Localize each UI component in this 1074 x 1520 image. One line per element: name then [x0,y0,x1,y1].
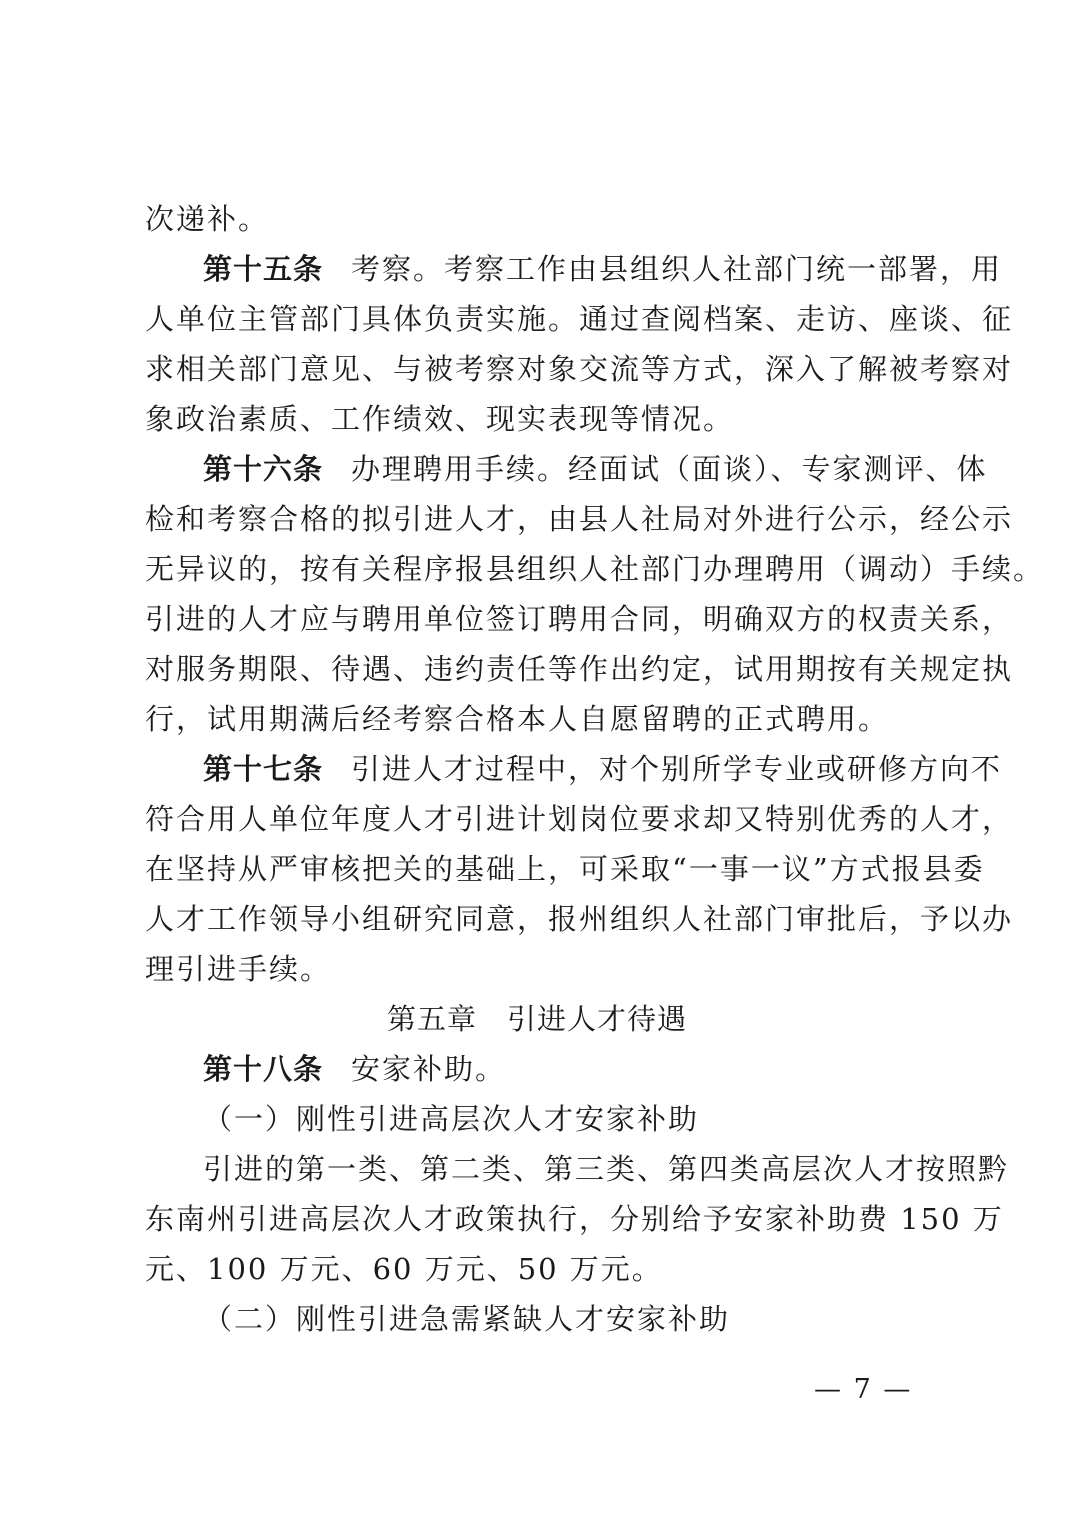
paragraph-line: 理引进手续。 [145,952,332,986]
article-16-label: 第十六条 [203,452,324,486]
article-15-line: 第十五条 考察。考察工作由县组织人社部门统一部署，用 [203,252,1003,286]
chapter-title: 引进人才待遇 [507,1002,688,1036]
article-18-line: 第十八条 安家补助。 [203,1052,507,1086]
article-17-label: 第十七条 [203,752,324,786]
paragraph-line: 符合用人单位年度人才引进计划岗位要求却又特别优秀的人才， [145,802,1014,836]
chapter-number: 第五章 [386,1002,477,1036]
subsection-heading: （一）刚性引进高层次人才安家补助 [203,1102,700,1136]
paragraph-line: 在坚持从严审核把关的基础上，可采取“一事一议”方式报县委 [145,852,985,886]
paragraph-line: 人才工作领导小组研究同意，报州组织人社部门审批后，予以办 [145,902,1014,936]
paragraph-line: 元、100 万元、60 万元、50 万元。 [145,1252,663,1286]
chapter-heading [0,999,1074,1039]
article-17-line: 第十七条 引进人才过程中，对个别所学专业或研修方向不 [203,752,1003,786]
article-15-label: 第十五条 [203,252,324,286]
subsection-heading: （二）刚性引进急需紧缺人才安家补助 [203,1302,731,1336]
paragraph-line: 引进的第一类、第二类、第三类、第四类高层次人才按照黔 [203,1152,1010,1186]
paragraph-line: 行，试用期满后经考察合格本人自愿留聘的正式聘用。 [145,702,890,736]
paragraph-line: 次递补。 [145,202,270,236]
paragraph-line: 无异议的，按有关程序报县组织人社部门办理聘用（调动）手续。 [145,552,1045,586]
paragraph-line: 东南州引进高层次人才政策执行，分别给予安家补助费 150 万 [145,1202,1004,1236]
paragraph-line: 人单位主管部门具体负责实施。通过查阅档案、走访、座谈、征 [145,302,1014,336]
paragraph-line: 象政治素质、工作绩效、现实表现等情况。 [145,402,735,436]
paragraph-line: 求相关部门意见、与被考察对象交流等方式，深入了解被考察对 [145,352,1014,386]
paragraph-line: 对服务期限、待遇、违约责任等作出约定，试用期按有关规定执 [145,652,1014,686]
article-16-line: 第十六条 办理聘用手续。经面试（面谈）、专家测评、体 [203,452,988,486]
paragraph-line: 引进的人才应与聘用单位签订聘用合同，明确双方的权责关系， [145,602,1014,636]
article-18-label: 第十八条 [203,1052,324,1086]
paragraph-line: 检和考察合格的拟引进人才，由县人社局对外进行公示，经公示 [145,502,1014,536]
page-number: — 7 — [814,1374,913,1405]
